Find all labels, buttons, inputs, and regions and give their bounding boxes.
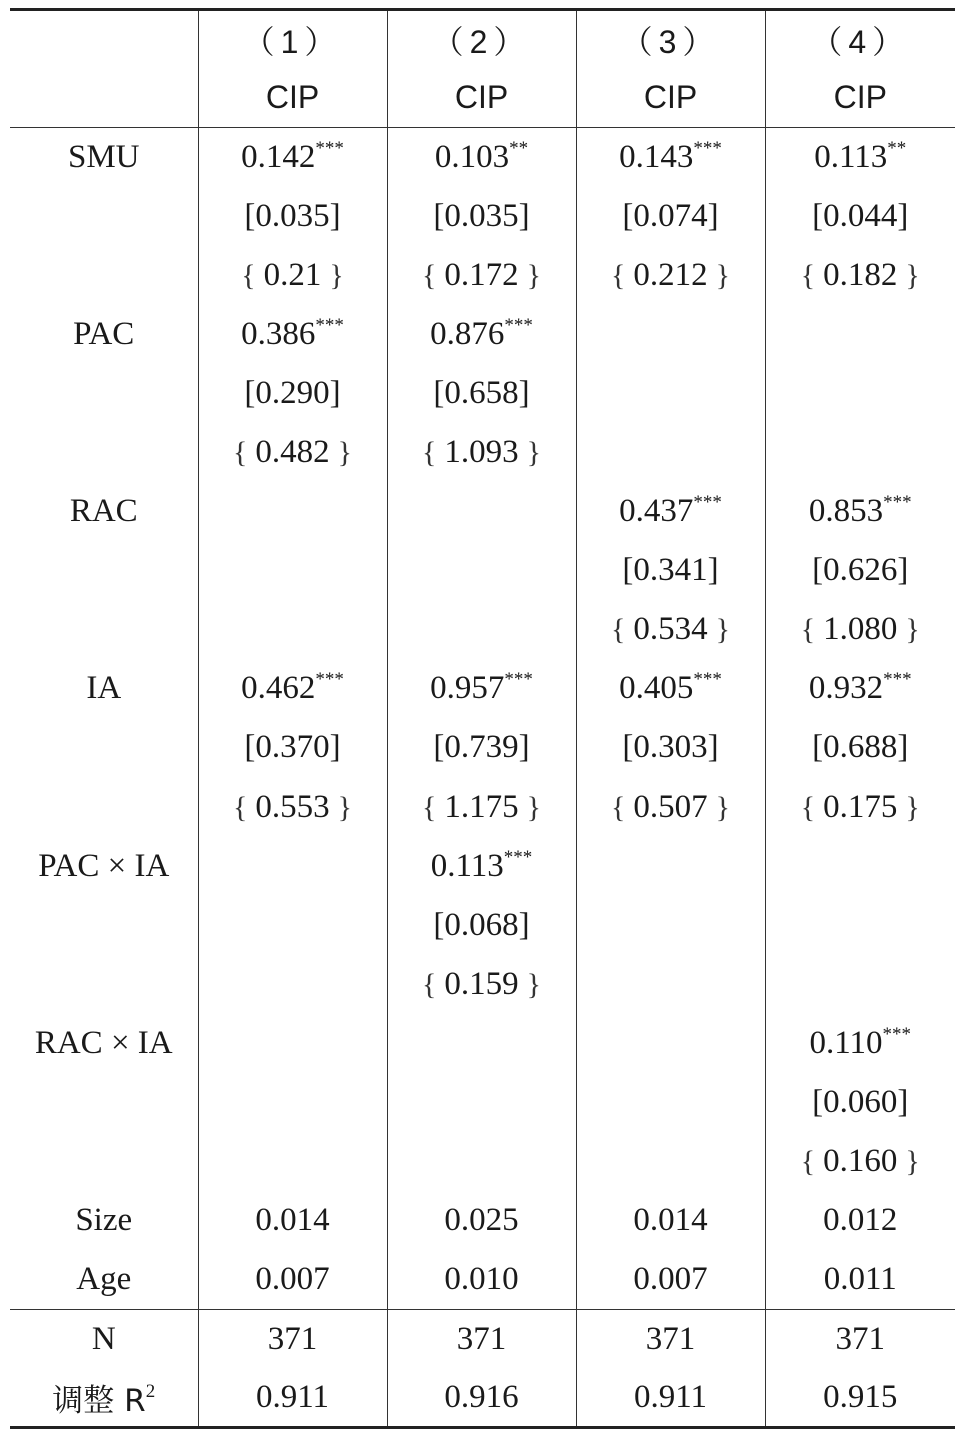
control-row [10, 1250, 955, 1309]
open-brace: { [232, 790, 248, 824]
open-brace: { [421, 967, 437, 1001]
interval-cell [198, 778, 387, 837]
variable-label: PAC [73, 315, 135, 352]
variable-label [10, 364, 198, 423]
standard-error-cell [765, 718, 955, 777]
interval-cell [576, 423, 765, 482]
coefficient-cell [576, 305, 765, 364]
coefficient-cell [765, 659, 955, 718]
variable-label: RAC [69, 493, 138, 530]
interval-cell [387, 1132, 576, 1191]
coefficient-value: 0.386 [241, 315, 316, 352]
coefficient-value: 0.143 [619, 138, 694, 175]
significance-stars: *** [503, 846, 533, 868]
interval-cell [387, 246, 576, 305]
standard-error-cell [576, 718, 765, 777]
control-value: 0.014 [198, 1191, 387, 1250]
coefficient-cell [198, 659, 387, 718]
coefficient-cell [765, 837, 955, 896]
interval-cell [765, 246, 955, 305]
open-brace: { [232, 436, 248, 470]
interval-cell [765, 955, 955, 1014]
open-brace: { [610, 258, 626, 292]
interval-row [10, 955, 955, 1014]
interval-cell [576, 600, 765, 659]
open-brace: { [421, 436, 437, 470]
interval-value: 0.553 [255, 788, 330, 825]
interval-value: 0.175 [823, 788, 898, 825]
coefficient-value: 0.405 [619, 670, 694, 707]
standard-error-cell [198, 187, 387, 246]
stat-value: 0.911 [198, 1368, 387, 1427]
standard-error-row [10, 187, 955, 246]
standard-error-cell [198, 541, 387, 600]
variable-row [10, 1014, 955, 1073]
open-brace: { [421, 790, 437, 824]
stat-value: 0.916 [387, 1368, 576, 1427]
interval-value: 1.080 [823, 611, 898, 648]
significance-stars: *** [504, 314, 533, 336]
close-brace: } [526, 258, 542, 292]
standard-error-value: [0.044] [812, 197, 909, 234]
interval-row [10, 600, 955, 659]
variable-label: RAC × IA [34, 1024, 173, 1061]
variable-label [10, 778, 198, 837]
interval-value: 0.21 [263, 256, 322, 293]
stat-label-text: 调整 R [52, 1382, 146, 1419]
stat-value: 371 [765, 1309, 955, 1368]
coefficient-cell [387, 837, 576, 896]
standard-error-cell [387, 541, 576, 600]
table-body [10, 10, 955, 1428]
coefficient-cell [576, 837, 765, 896]
model-number: （3） [576, 10, 765, 69]
variable-label: SMU [67, 138, 140, 175]
coefficient-cell [198, 1014, 387, 1073]
coefficient-value: 0.142 [241, 138, 316, 175]
variable-row [10, 482, 955, 541]
control-label: Size [75, 1202, 133, 1239]
interval-value: 0.534 [633, 611, 708, 648]
interval-cell [765, 600, 955, 659]
open-brace: { [800, 258, 816, 292]
coefficient-value: 0.957 [430, 670, 505, 707]
stat-value: 371 [576, 1309, 765, 1368]
variable-row [10, 305, 955, 364]
close-brace: } [905, 258, 920, 292]
close-brace: } [526, 967, 542, 1001]
close-brace: } [715, 790, 731, 824]
coefficient-cell [387, 482, 576, 541]
significance-stars: *** [882, 1023, 912, 1045]
interval-value: 1.093 [444, 434, 519, 471]
interval-row [10, 423, 955, 482]
close-brace: } [337, 436, 353, 470]
coefficient-cell [387, 1014, 576, 1073]
standard-error-value: [0.739] [433, 729, 530, 766]
interval-value: 0.182 [823, 256, 898, 293]
open-brace: { [800, 613, 816, 647]
standard-error-cell [198, 364, 387, 423]
variable-label [10, 541, 198, 600]
control-value: 0.010 [387, 1250, 576, 1309]
interval-value: 0.159 [444, 965, 519, 1002]
coefficient-cell [198, 837, 387, 896]
stat-row [10, 1309, 955, 1368]
variable-row [10, 128, 955, 187]
interval-cell [387, 778, 576, 837]
variable-label [10, 718, 198, 777]
standard-error-cell [765, 364, 955, 423]
control-value: 0.007 [198, 1250, 387, 1309]
standard-error-value: [0.290] [244, 374, 341, 411]
stat-label [10, 1309, 198, 1368]
interval-value: 0.482 [255, 434, 330, 471]
significance-stars: *** [693, 669, 722, 691]
standard-error-cell [765, 896, 955, 955]
standard-error-value: [0.370] [244, 729, 341, 766]
interval-cell [576, 955, 765, 1014]
coefficient-value: 0.853 [808, 493, 884, 530]
standard-error-value: [0.035] [433, 197, 530, 234]
interval-row [10, 778, 955, 837]
standard-error-value: [0.688] [812, 729, 909, 766]
variable-row [10, 837, 955, 896]
dependent-variable: CIP [576, 69, 765, 128]
standard-error-value: [0.074] [622, 197, 719, 234]
interval-cell [387, 423, 576, 482]
coefficient-cell [198, 305, 387, 364]
coefficient-cell [576, 1014, 765, 1073]
standard-error-cell [576, 1073, 765, 1132]
standard-error-cell [198, 1073, 387, 1132]
coefficient-cell [765, 482, 955, 541]
open-brace: { [421, 258, 437, 292]
close-brace: } [905, 790, 920, 824]
standard-error-value: [0.303] [622, 729, 719, 766]
coefficient-cell [387, 128, 576, 187]
significance-stars: *** [315, 669, 344, 691]
open-brace: { [610, 790, 626, 824]
interval-cell [576, 1132, 765, 1191]
coefficient-value: 0.437 [619, 493, 694, 530]
header-row-dependent-variable [10, 69, 955, 128]
dependent-variable: CIP [198, 69, 387, 128]
coefficient-cell [576, 659, 765, 718]
regression-table [10, 8, 955, 1429]
header-row-model-number [10, 10, 955, 69]
dependent-variable: CIP [387, 69, 576, 128]
variable-label [10, 187, 198, 246]
standard-error-value: [0.035] [244, 197, 341, 234]
coefficient-cell [576, 482, 765, 541]
open-brace: { [800, 1145, 816, 1179]
coefficient-value: 0.876 [430, 315, 505, 352]
significance-stars: *** [883, 669, 912, 691]
coefficient-cell [765, 1014, 955, 1073]
control-value: 0.014 [576, 1191, 765, 1250]
model-number: （2） [387, 10, 576, 69]
header-corner-cell [10, 10, 198, 69]
coefficient-cell [387, 305, 576, 364]
interval-cell [576, 246, 765, 305]
standard-error-value: [0.341] [622, 552, 719, 589]
standard-error-cell [198, 718, 387, 777]
interval-cell [198, 955, 387, 1014]
significance-stars: ** [887, 137, 907, 159]
control-label: Age [76, 1261, 132, 1298]
variable-label [10, 600, 198, 659]
standard-error-cell [576, 896, 765, 955]
close-brace: } [526, 790, 542, 824]
variable-label [10, 1132, 198, 1191]
variable-label [10, 955, 198, 1014]
significance-stars: *** [693, 492, 722, 514]
stat-label [10, 1368, 198, 1427]
standard-error-cell [198, 896, 387, 955]
coefficient-value: 0.113 [814, 138, 888, 175]
standard-error-cell [576, 187, 765, 246]
superscript: 2 [145, 1380, 156, 1402]
close-brace: } [715, 258, 731, 292]
interval-cell [765, 1132, 955, 1191]
stat-row [10, 1368, 955, 1427]
significance-stars: *** [315, 314, 344, 336]
coefficient-value: 0.932 [808, 670, 884, 707]
stat-value: 0.915 [765, 1368, 955, 1427]
significance-stars: *** [315, 137, 344, 159]
interval-cell [198, 246, 387, 305]
coefficient-cell [576, 128, 765, 187]
variable-label [10, 896, 198, 955]
significance-stars: *** [883, 492, 912, 514]
variable-row [10, 659, 955, 718]
interval-cell [765, 423, 955, 482]
interval-value: 0.507 [633, 788, 708, 825]
variable-label: IA [86, 670, 122, 707]
interval-cell [765, 778, 955, 837]
header-corner-cell [10, 69, 198, 128]
standard-error-row [10, 718, 955, 777]
standard-error-cell [576, 364, 765, 423]
stat-value: 371 [387, 1309, 576, 1368]
control-value: 0.011 [765, 1250, 955, 1309]
open-brace: { [800, 790, 816, 824]
standard-error-value: [0.626] [812, 552, 909, 589]
stat-label-text: N [91, 1320, 116, 1357]
significance-stars: *** [504, 669, 533, 691]
interval-value: 0.212 [633, 256, 708, 293]
standard-error-row [10, 896, 955, 955]
interval-row [10, 246, 955, 305]
standard-error-value: [0.060] [812, 1084, 909, 1121]
interval-row [10, 1132, 955, 1191]
dependent-variable: CIP [765, 69, 955, 128]
close-brace: } [526, 436, 542, 470]
interval-cell [198, 600, 387, 659]
stat-value: 0.911 [576, 1368, 765, 1427]
open-brace: { [610, 613, 626, 647]
control-row [10, 1191, 955, 1250]
standard-error-value: [0.068] [433, 906, 530, 943]
significance-stars: ** [509, 137, 529, 159]
interval-value: 0.160 [823, 1143, 898, 1180]
standard-error-cell [387, 364, 576, 423]
variable-label [10, 246, 198, 305]
coefficient-cell [765, 128, 955, 187]
standard-error-cell [387, 187, 576, 246]
interval-cell [387, 955, 576, 1014]
standard-error-cell [576, 541, 765, 600]
variable-label: PAC × IA [38, 847, 170, 884]
close-brace: } [715, 613, 731, 647]
close-brace: } [905, 1145, 920, 1179]
standard-error-cell [387, 896, 576, 955]
coefficient-value: 0.103 [434, 138, 510, 175]
standard-error-cell [765, 187, 955, 246]
standard-error-cell [765, 541, 955, 600]
coefficient-value: 0.113 [430, 847, 504, 884]
coefficient-value: 0.110 [809, 1024, 883, 1061]
control-value: 0.025 [387, 1191, 576, 1250]
coefficient-cell [198, 482, 387, 541]
standard-error-cell [387, 1073, 576, 1132]
open-brace: { [241, 258, 256, 292]
variable-label [10, 423, 198, 482]
interval-value: 1.175 [444, 788, 519, 825]
interval-cell [576, 778, 765, 837]
model-number: （1） [198, 10, 387, 69]
model-number: （4） [765, 10, 955, 69]
variable-label [10, 1073, 198, 1132]
standard-error-row [10, 541, 955, 600]
close-brace: } [329, 258, 344, 292]
standard-error-cell [387, 718, 576, 777]
standard-error-value: [0.658] [433, 374, 530, 411]
standard-error-row [10, 1073, 955, 1132]
control-value: 0.007 [576, 1250, 765, 1309]
coefficient-cell [387, 659, 576, 718]
stat-value: 371 [198, 1309, 387, 1368]
control-value: 0.012 [765, 1191, 955, 1250]
coefficient-value: 0.462 [241, 670, 316, 707]
interval-cell [198, 423, 387, 482]
close-brace: } [905, 613, 920, 647]
interval-cell [387, 600, 576, 659]
interval-value: 0.172 [444, 256, 519, 293]
standard-error-cell [765, 1073, 955, 1132]
standard-error-row [10, 364, 955, 423]
significance-stars: *** [693, 137, 722, 159]
interval-cell [198, 1132, 387, 1191]
close-brace: } [337, 790, 353, 824]
coefficient-cell [765, 305, 955, 364]
coefficient-cell [198, 128, 387, 187]
